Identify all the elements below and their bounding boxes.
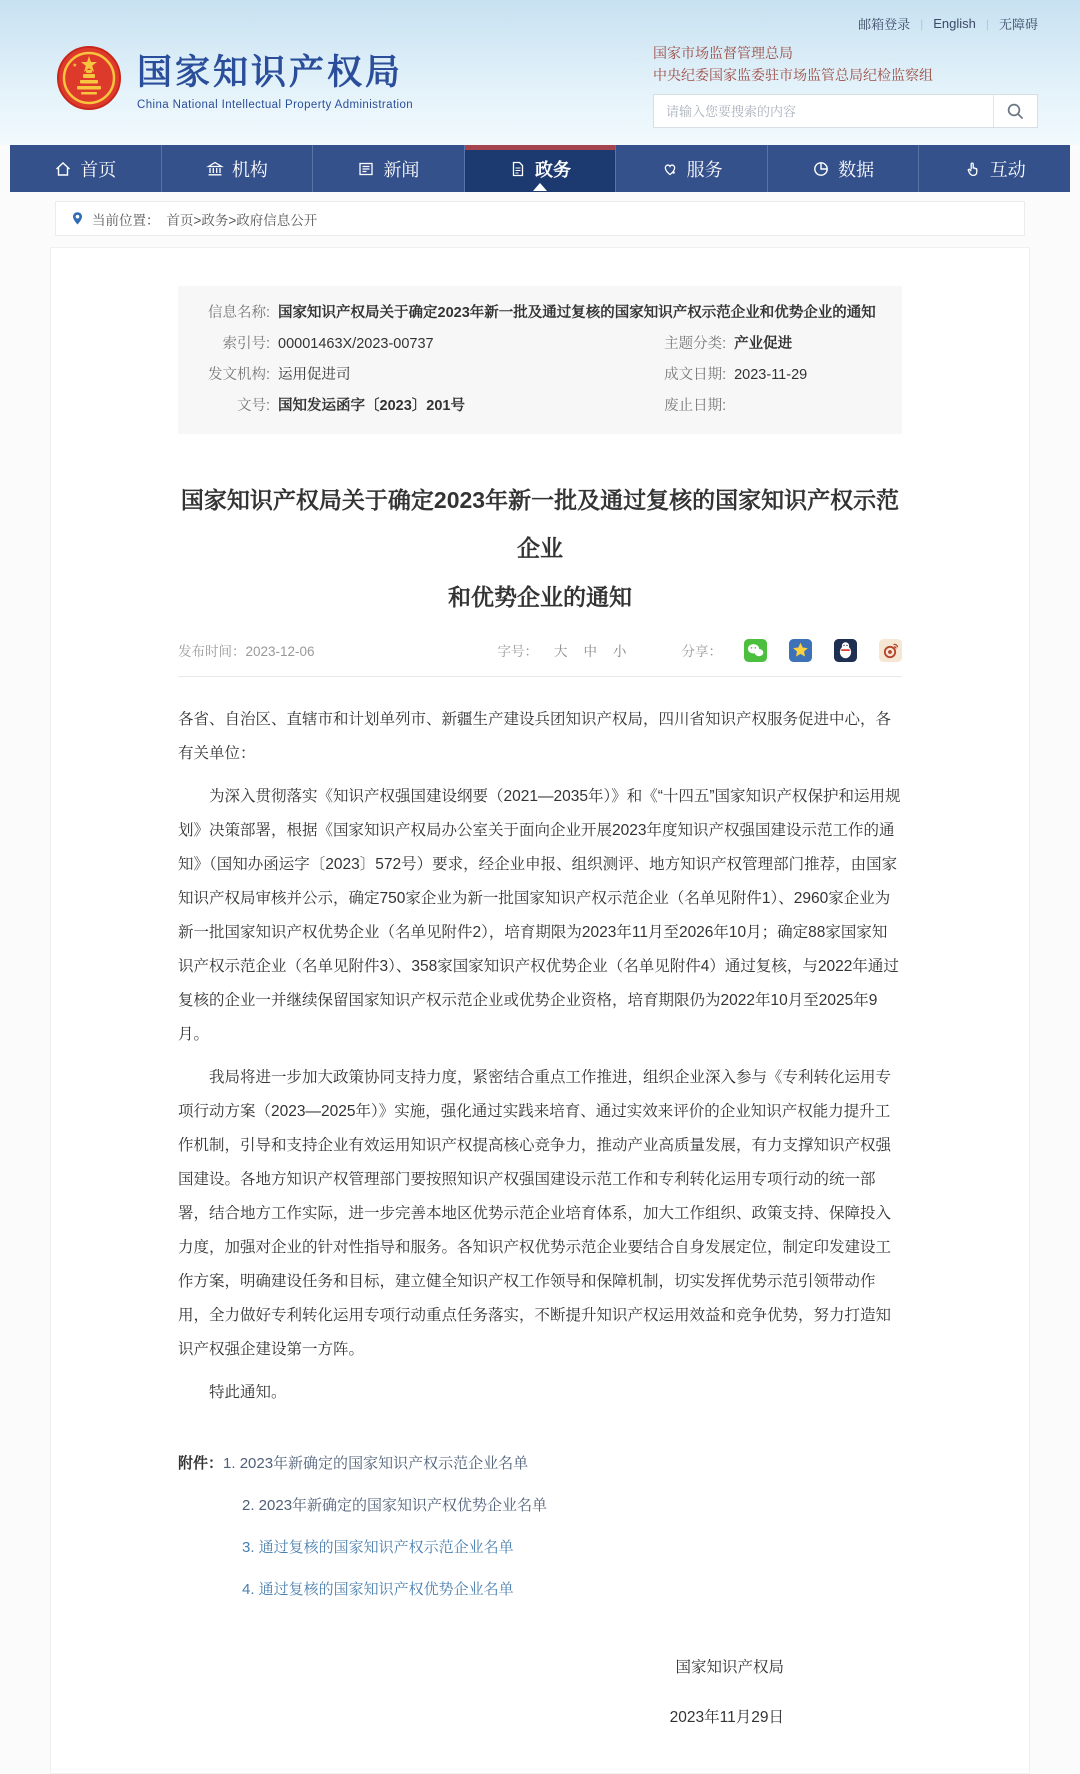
paragraph-1: 为深入贯彻落实《知识产权强国建设纲要（2021—2035年）》和《“十四五”国家知识产权保护和运用规划》决策部署，根据《国家知识产权局办公室关于面向企业开展2023年度知识产权强国建设示范工作的通知》（国知办函运字〔2023〕572号）要求，经企业申报、组织测评、地方知识产权管理部门推荐，由国家知识产权局审核并公示，确定750家企业为新一批国家知识产权示范企业（名单见附件1）、2960家企业为新一批国家知识产权优势企业（名单见附件2），培育期限为2023年11月至2026年10月；确定88家国家知识产权示范企业（名单见附件3）、358家国家知识产权优势企业（名单见附件4）通过复核，与2022年通过复核的企业一并继续保留国家知识产权示范企业或优势企业资格，培育期限仍为2022年10月至2025年9月。 <box>178 787 901 1043</box>
english-link[interactable]: English <box>933 16 976 31</box>
service-icon <box>661 160 679 178</box>
font-size-large-button[interactable]: 大 <box>554 644 568 660</box>
main-nav <box>10 145 1070 192</box>
attachment-link-3[interactable]: 3. 通过复核的国家知识产权示范企业名单 <box>242 1538 514 1556</box>
article-body <box>178 703 902 1410</box>
nav-label: 政务 <box>535 159 572 180</box>
meta-label-date: 成文日期: <box>664 367 727 383</box>
nav-item-gov-affairs[interactable] <box>465 145 617 192</box>
meta-value-repeal <box>726 391 734 422</box>
breadcrumb <box>55 201 1025 236</box>
publish-time <box>178 640 315 660</box>
font-size-label: 字号： <box>497 644 538 660</box>
search-icon <box>1006 102 1025 121</box>
doc-meta-panel <box>178 286 902 434</box>
nav-item-interact[interactable] <box>919 145 1070 192</box>
font-size-controls <box>498 640 627 660</box>
nav-label: 首页 <box>80 159 117 180</box>
divider: | <box>920 16 924 31</box>
nav-item-news[interactable] <box>313 145 465 192</box>
national-emblem-icon <box>55 44 123 112</box>
nav-label: 新闻 <box>383 159 420 180</box>
article-title <box>178 476 902 621</box>
supervisor-lines <box>653 43 1038 86</box>
qq-icon[interactable] <box>834 639 857 662</box>
meta-value-issuer: 运用促进司 <box>278 367 351 383</box>
meta-value-date: 2023-11-29 <box>734 367 808 383</box>
accessibility-link[interactable]: 无障碍 <box>998 17 1038 32</box>
top-utility-links <box>653 14 1038 33</box>
font-size-medium-button[interactable]: 中 <box>583 644 597 660</box>
breadcrumb-label: 当前位置： <box>92 212 160 228</box>
attachment-link-1[interactable]: 1. 2023年新确定的国家知识产权示范企业名单 <box>223 1454 529 1472</box>
article-title-line1: 国家知识产权局关于确定2023年新一批及通过复核的国家知识产权示范企业 <box>180 487 900 562</box>
share-controls <box>682 639 903 662</box>
interact-icon <box>964 160 982 178</box>
publish-label: 发布时间： <box>178 644 246 660</box>
attachments-label: 附件： <box>178 1454 224 1472</box>
qzone-icon[interactable] <box>789 639 812 662</box>
article-title-line2: 和优势企业的通知 <box>448 583 632 610</box>
site-brand <box>0 0 413 145</box>
meta-value-info-name: 国家知识产权局关于确定2023年新一批及通过复核的国家知识产权示范企业和优势企业的通知 <box>278 305 876 321</box>
meta-label-issuer: 发文机构: <box>207 367 270 383</box>
site-title: 国家知识产权局 <box>137 52 404 92</box>
supervisor-line-2: 中央纪委国家监委驻市场监管总局纪检监察组 <box>653 66 933 83</box>
meta-label-index: 索引号: <box>222 336 270 352</box>
signature-date: 2023年11月29日 <box>669 1708 784 1726</box>
nav-label: 服务 <box>686 159 723 180</box>
divider: | <box>985 16 989 31</box>
paragraph-2: 我局将进一步加大政策协同支持力度，紧密结合重点工作推进，组织企业深入参与《专利转化运用专项行动方案（2023—2025年）》实施，强化通过实践来培育、通过实效来评价的企业知识产权能力提升工作机制，引导和支持企业有效运用知识产权提高核心竞争力，推动产业高质量发展，有力支撑知识产权强国建设。各地方知识产权管理部门要按照知识产权强国建设示范工作和专利转化运用专项行动的统一部署，结合地方工作实际，进一步完善本地区优势示范企业培育体系，加大工作组织、政策支持、保障投入力度，加强对企业的针对性指导和服务。各知识产权优势示范企业要结合自身发展定位，制定印发建设工作方案，明确建设任务和目标，建立健全知识产权工作领导和保障机制，切实发挥优势示范引领带动作用，全力做好专利转化运用专项行动重点任务落实，不断提升知识产权运用效益和竞争优势，努力打造知识产权强企建设第一方阵。 <box>178 1068 892 1358</box>
site-header <box>0 0 1080 145</box>
nav-item-org[interactable] <box>162 145 314 192</box>
meta-value-doc-no: 国知发运函字〔2023〕201号 <box>278 398 465 414</box>
bank-icon <box>206 160 224 178</box>
data-icon <box>812 160 830 178</box>
news-icon <box>357 160 375 178</box>
breadcrumb-path[interactable]: 首页>政务>政府信息公开 <box>166 212 318 228</box>
font-size-small-button[interactable]: 小 <box>613 644 627 660</box>
article-meta-row <box>178 639 902 677</box>
site-subtitle: China National Intellectual Property Administration <box>137 98 414 111</box>
meta-label-info-name: 信息名称: <box>207 305 270 321</box>
nav-item-services[interactable] <box>616 145 768 192</box>
nav-label: 互动 <box>989 159 1026 180</box>
nav-label: 数据 <box>838 159 875 180</box>
nav-item-data[interactable] <box>768 145 920 192</box>
search-input[interactable] <box>654 95 993 127</box>
share-label: 分享： <box>681 644 722 660</box>
nav-label: 机构 <box>231 159 268 180</box>
weibo-icon[interactable] <box>879 639 902 662</box>
attachment-link-4[interactable]: 4. 通过复核的国家知识产权优势企业名单 <box>242 1580 514 1598</box>
signature-org: 国家知识产权局 <box>675 1658 784 1676</box>
search-button[interactable] <box>993 95 1037 127</box>
supervisor-line-1: 国家市场监督管理总局 <box>653 45 793 61</box>
signature-block <box>178 1655 902 1727</box>
nav-item-home[interactable] <box>10 145 162 192</box>
paragraph-salutation: 各省、自治区、直辖市和计划单列市、新疆生产建设兵团知识产权局，四川省知识产权服务促进中心，各有关单位： <box>178 710 892 762</box>
document-icon <box>509 160 527 178</box>
meta-value-index: 00001463X/2023-00737 <box>278 336 434 352</box>
meta-label-topic: 主题分类: <box>664 336 727 352</box>
attachment-link-2[interactable]: 2. 2023年新确定的国家知识产权优势企业名单 <box>242 1496 548 1514</box>
attachments-section <box>178 1456 902 1597</box>
meta-label-repeal: 废止日期: <box>664 398 727 414</box>
meta-label-doc-no: 文号: <box>236 398 270 414</box>
location-pin-icon <box>70 210 85 227</box>
publish-date: 2023-12-06 <box>245 644 315 660</box>
site-search <box>653 94 1038 128</box>
home-icon <box>54 160 72 178</box>
wechat-icon[interactable] <box>744 639 767 662</box>
paragraph-closing: 特此通知。 <box>209 1383 287 1401</box>
meta-value-topic: 产业促进 <box>734 336 793 352</box>
content-card <box>50 247 1030 1774</box>
mail-login-link[interactable]: 邮箱登录 <box>858 17 911 32</box>
